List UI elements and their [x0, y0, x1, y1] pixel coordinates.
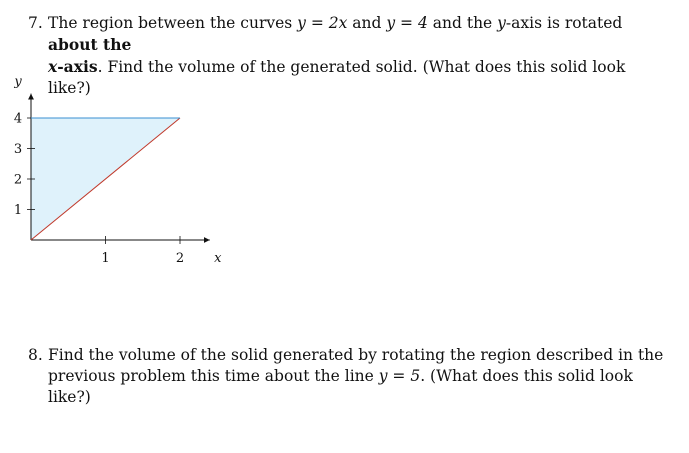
bold-variable: x [48, 57, 58, 76]
y-tick-label: 1 [13, 203, 23, 218]
equation: y = 4 [386, 14, 428, 32]
text-segment: Find the volume of the solid generated by rotating the region described in the previous problem this time about the line [48, 346, 664, 385]
text-segment: The region between the curves [48, 14, 298, 32]
text-segment: -axis is rotated [505, 14, 623, 32]
bold-phrase: about the [48, 35, 132, 54]
x-axis-label: x [214, 251, 222, 266]
y-tick-label: 2 [13, 172, 23, 188]
text-segment: and [347, 14, 387, 32]
x-tick-label: 2 [175, 251, 185, 266]
y-tick-label: 4 [13, 111, 23, 127]
equation: y = 5 [378, 367, 421, 385]
problem-number: 7. [28, 14, 43, 32]
x-tick-label: 1 [101, 251, 110, 266]
region-graph [0, 60, 260, 280]
text-segment: . Find the volume of the generated solid. (What does this solid look like?) [48, 58, 626, 97]
variable: y [497, 14, 506, 32]
bold-phrase: -axis [57, 57, 98, 76]
equation: y = 2x [297, 14, 348, 32]
y-tick-label: 3 [13, 142, 23, 157]
text-segment: . (What does this solid look like?) [48, 367, 633, 406]
text-segment: and the [427, 14, 498, 32]
problem-8 [28, 345, 668, 408]
y-axis-label: y [14, 74, 22, 90]
problem-number: 8. [28, 346, 43, 364]
problem-8-text [48, 345, 668, 408]
